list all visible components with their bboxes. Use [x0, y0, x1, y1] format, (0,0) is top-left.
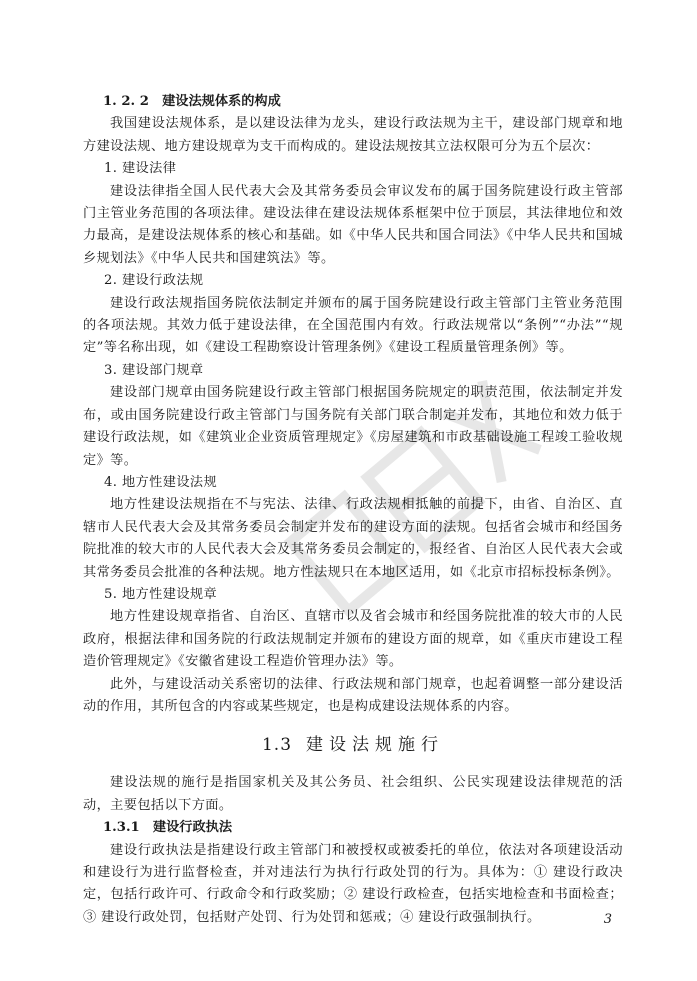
section-1-2-2-intro: 我国建设法规体系，是以建设法律为龙头，建设行政法规为主干，建设部门规章和地方建设法规、地方建设规章为支干而构成的。建设法规按其立法权限可分为五个层次： — [83, 116, 623, 154]
item-2-text: 建设行政法规指国务院依法制定并颁布的属于国务院建设行政主管部门主管业务范围的各项法规。其效力低于建设法律，在全国范围内有效。行政法规常以“条例”“办法”“规定”等名称出现，如《建设工程勘察设计管理条例》《建设工程质量管理条例》等。 — [83, 295, 623, 356]
section-1-3-1-text: 建设行政执法是指建设行政主管部门和被授权或被委托的单位，依法对各项建设活动和建设行为进行监督检查，并对违法行为执行行政处罚的行为。具体为：① 建设行政决定，包括行政许可、行政命令和行政奖励；② 建设行政检查，包括实地检查和书面检查；③ 建设行政处罚，包括财产处罚、行为处罚和惩戒；④ 建设行政强制执行。 — [83, 842, 623, 925]
section-1-3-intro: 建设法规的施行是指国家机关及其公务员、社会组织、公民实现建设法律规范的活动，主要包括以下方面。 — [83, 775, 623, 813]
item-2-title: 2. 建设行政法规 — [104, 273, 204, 289]
section-1-3-1-heading: 1.3.1 建设行政执法 — [103, 820, 233, 836]
item-5-title: 5. 地方性建设规章 — [104, 586, 218, 602]
item-4-text: 地方性建设法规指在不与宪法、法律、行政法规相抵触的前提下，由省、自治区、直辖市人民代表大会及其常务委员会制定并发布的建设方面的法规。包括省会城市和经国务院批准的较大市的人民代表大会及其常务委员会制定的，报经省、自治区人民代表大会或其常务委员会批准的各种法规。地方性法规只在本地区适用，如《北京市招标投标条例》。 — [83, 497, 623, 580]
section-1-2-2-heading: 1. 2. 2 建设法规体系的构成 — [103, 94, 281, 109]
item-5-text: 地方性建设规章指省、自治区、直辖市以及省会城市和经国务院批准的较大市的人民政府，根据法律和国务院的行政法规制定并颁布的建设方面的规章，如《重庆市建设工程造价管理规定》《安徽省建设工程造价管理办法》等。 — [83, 609, 623, 670]
section-1-2-2-closing: 此外，与建设活动关系密切的法律、行政法规和部门规章，也起着调整一部分建设活动的作用，其所包含的内容或某些规定，也是构成建设法规体系的内容。 — [83, 676, 623, 714]
page-number: 3 — [603, 912, 612, 927]
section-1-3-title: 建设法规施行 — [306, 735, 445, 756]
item-1-title: 1. 建设法律 — [104, 161, 177, 177]
section-1-3-heading — [83, 728, 623, 762]
page-content — [83, 91, 623, 929]
item-4-title: 4. 地方性建设法规 — [104, 474, 218, 490]
item-3-text: 建设部门规章由国务院建设行政主管部门根据国务院规定的职责范围，依法制定并发布，或由国务院建设行政主管部门与国务院有关部门联合制定并发布，其地位和效力低于建设行政法规，如《建筑业企业资质管理规定》《房屋建筑和市政基础设施工程竣工验收规定》等。 — [83, 385, 623, 468]
item-1-text: 建设法律指全国人民代表大会及其常务委员会审议发布的属于国务院建设行政主管部门主管业务范围的各项法律。建设法律在建设法规体系框架中位于顶层，其法律地位和效力最高，是建设法规体系的核心和基础。如《中华人民共和国合同法》《中华人民共和国城乡规划法》《中华人民共和国建筑法》等。 — [83, 183, 623, 266]
item-3-title: 3. 建设部门规章 — [104, 362, 204, 378]
section-1-3-number: 1.3 — [261, 735, 293, 756]
